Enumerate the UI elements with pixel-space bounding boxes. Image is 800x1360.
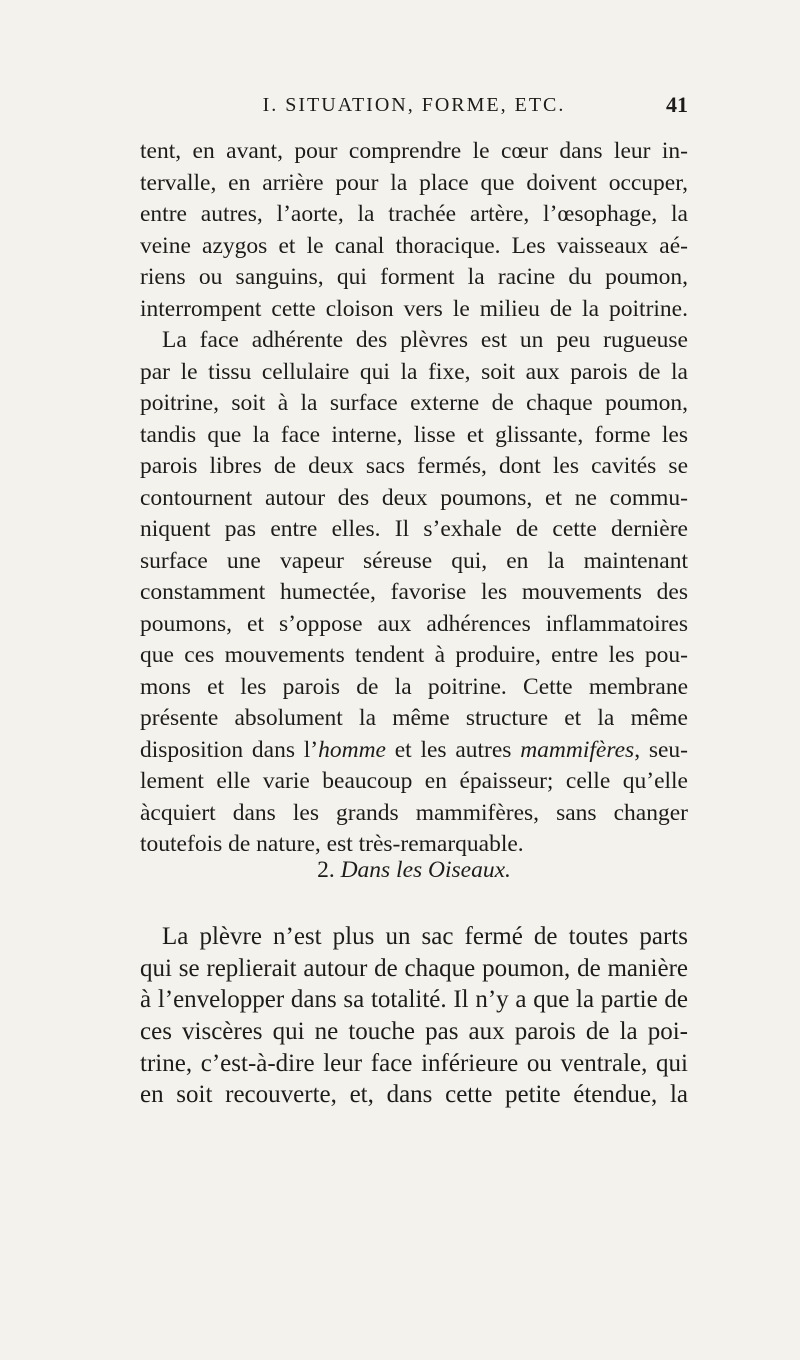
running-head <box>140 92 688 122</box>
text-line: que ces mouvements tendent à produire, entre les pou- <box>140 642 688 668</box>
text-line: La plèvre n’est plus un sac fermé de toutes parts <box>162 923 688 950</box>
text-line: qui se replierait autour de chaque poumon, de manière <box>140 954 688 982</box>
section-text <box>140 921 688 1111</box>
section-heading <box>140 857 688 884</box>
text-line: riens ou sanguins, qui forment la racine du poumon, <box>140 264 688 290</box>
text-line: tent, en avant, pour comprendre le cœur dans leur in- <box>140 138 688 164</box>
text-line: contournent autour des deux poumons, et ne commu- <box>140 484 688 511</box>
text-line: àcquiert dans les grands mammifères, sans changer <box>140 799 688 826</box>
text-line: par le tissu cellulaire qui la fixe, soit aux parois de la <box>140 358 688 385</box>
text-line: parois libres de deux sacs fermés, dont les cavités se <box>140 453 688 479</box>
italic-term-homme: homme <box>318 736 386 763</box>
text-line-mixed <box>140 735 688 767</box>
text-line: lement elle varie beaucoup en épaisseur; celle qu’elle <box>140 768 688 794</box>
page-number: 41 <box>666 92 688 117</box>
text-line: poumons, et s’oppose aux adhérences inflammatoires <box>140 610 688 637</box>
text-line: poitrine, soit à la surface externe de chaque poumon, <box>140 390 688 416</box>
text-line: à l’envelopper dans sa totalité. Il n’y a que la partie de <box>140 986 688 1014</box>
text-line: tandis que la face interne, lisse et glissante, forme les <box>140 421 688 448</box>
text-line: tervalle, en arrière pour la place que doivent occuper, <box>140 169 688 196</box>
text-line: entre autres, l’aorte, la trachée artère, l’œsophage, la <box>140 201 688 227</box>
text-line: constamment humectée, favorise les mouvements des <box>140 579 688 605</box>
text-line: niquent pas entre elles. Il s’exhale de cette dernière <box>140 516 688 542</box>
text-line: interrompent cette cloison vers le milieu de la poitrine. <box>140 295 688 322</box>
text-line: veine azygos et le canal thoracique. Les vaisseaux aé- <box>140 232 688 259</box>
running-title: I. SITUATION, FORME, ETC. <box>262 94 566 116</box>
text-run: et les autres <box>385 736 521 763</box>
italic-term-mammiferes: mammifères <box>520 736 635 763</box>
text-line: toutefois de nature, est très-remarquable. <box>140 831 524 857</box>
text-line: présente absolument la même structure et la même <box>140 705 688 731</box>
main-text <box>140 136 688 861</box>
text-line: trine, c’est-à-dire leur face inférieure ou ventrale, qui <box>140 1049 688 1077</box>
text-line: La face adhérente des plèvres est un peu rugueuse <box>162 327 688 353</box>
text-line: ces viscères qui ne touche pas aux parois de la poi- <box>140 1018 688 1046</box>
section-number: 2. <box>317 857 335 883</box>
text-line: en soit recouverte, et, dans cette petite étendue, la <box>140 1081 688 1109</box>
text-line: surface une vapeur séreuse qui, en la maintenant <box>140 547 688 574</box>
text-line: mons et les parois de la poitrine. Cette membrane <box>140 673 688 700</box>
section-title: Dans les Oiseaux. <box>340 857 511 883</box>
text-run: , seu- <box>634 736 688 763</box>
text-run: disposition dans l’ <box>140 736 319 763</box>
